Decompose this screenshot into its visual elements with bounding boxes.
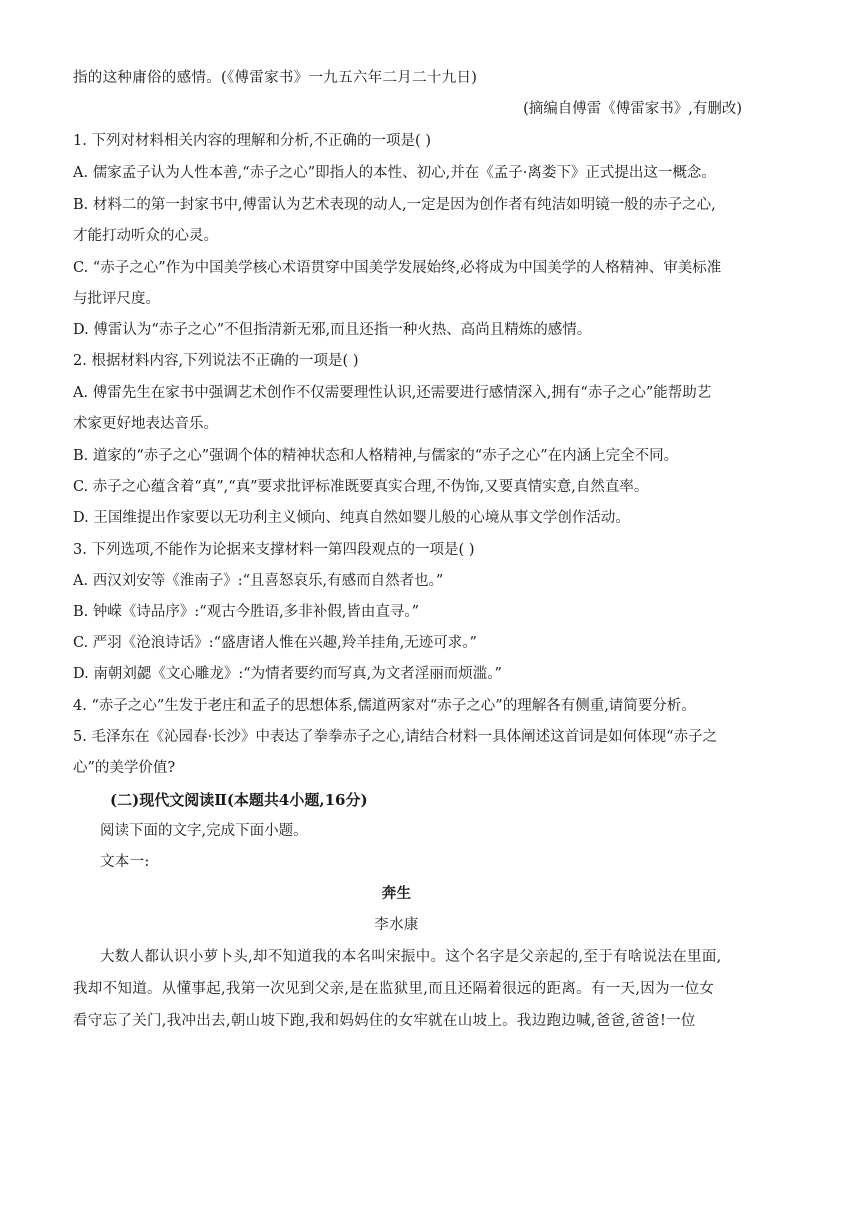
question-2-option-b: B. 道家的“赤子之心”强调个体的精神状态和人格精神,与儒家的“赤子之心”在内涵上完全不同。 [73,448,679,464]
question-2-stem: 2. 根据材料内容,下列说法不正确的一项是( ) [73,353,359,369]
question-3-option-b: B. 钟嵘《诗品序》:“观古今胜语,多非补假,皆由直寻。” [73,604,420,620]
question-1-option-b-cont: 才能打动听众的心灵。 [73,228,218,244]
question-5-stem: 5. 毛泽东在《沁园春·长沙》中表达了拳拳赤子之心,请结合材料一具体阐述这首词是如何体现“赤子之 [73,729,718,745]
question-1-option-d: D. 傅雷认为“赤子之心”不但指清新无邪,而且还指一种火热、高尚且精炼的感情。 [73,322,592,338]
question-1-option-c-cont: 与批评尺度。 [73,291,160,307]
question-2-option-d: D. 王国维提出作家要以无功利主义倾向、纯真自然如婴儿般的心境从事文学创作活动。 [73,510,630,526]
question-1-option-c: C. “赤子之心”作为中国美学核心术语贯穿中国美学发展始终,必将成为中国美学的人格精神、审美标准 [73,260,722,276]
question-3-option-a: A. 西汉刘安等《淮南子》:“且喜怒哀乐,有感而自然者也。” [73,573,444,589]
question-3-stem: 3. 下列选项,不能作为论据来支撑材料一第四段观点的一项是( ) [73,542,475,558]
question-1-stem: 1. 下列对材料相关内容的理解和分析,不正确的一项是( ) [73,133,431,149]
prose-line-1: 大数人都认识小萝卜头,却不知道我的本名叫宋振中。这个名字是父亲起的,至于有啥说法在里面, [100,949,722,965]
question-5-stem-cont: 心”的美学价值? [73,760,176,776]
question-2-option-a: A. 傅雷先生在家书中强调艺术创作不仅需要理性认识,还需要进行感情深入,拥有“赤子之心”能帮助艺 [73,385,712,401]
story-title: 奔生 [381,885,412,902]
intro-line: 指的这种庸俗的感情。(《傅雷家书》一九五六年二月二十九日) [73,70,478,86]
question-3-option-c: C. 严羽《沧浪诗话》:“盛唐诸人惟在兴趣,羚羊挂角,无迹可求。” [73,635,477,651]
question-1-option-b: B. 材料二的第一封家书中,傅雷认为艺术表现的动人,一定是因为创作者有纯洁如明镜一般的赤子之心, [73,197,716,213]
story-author: 李水康 [374,917,419,933]
reading-instruction: 阅读下面的文字,完成下面小题。 [100,823,308,839]
question-4-stem: 4. “赤子之心”生发于老庄和孟子的思想体系,儒道两家对“赤子之心”的理解各有侧重,请简要分析。 [73,698,696,714]
prose-line-2: 我却不知道。从懂事起,我第一次见到父亲,是在监狱里,而且还隔着很远的距离。有一天,因为一位女 [73,981,715,997]
question-2-option-a-cont: 术家更好地表达音乐。 [73,416,218,432]
question-2-option-c: C. 赤子之心蕴含着“真”,“真”要求批评标准既要真实合理,不伪饰,又要真情实意,自然直率。 [73,479,649,495]
question-3-option-d: D. 南朝刘勰《文心雕龙》:“为情者要约而写真,为文者淫丽而烦滥。” [73,666,502,682]
source-citation: (摘编自傅雷《傅雷家书》,有删改) [523,101,742,117]
text-label: 文本一: [100,854,150,870]
prose-line-3: 看守忘了关门,我冲出去,朝山坡下跑,我和妈妈住的女牢就在山坡上。我边跑边喊,爸爸,爸爸!一位 [73,1013,696,1029]
section-heading: (二)现代文阅读Ⅱ(本题共4小题,16分) [110,791,368,809]
question-1-option-a: A. 儒家孟子认为人性本善,“赤子之心”即指人的本性、初心,并在《孟子·离娄下》正式提出这一概念。 [73,165,716,181]
